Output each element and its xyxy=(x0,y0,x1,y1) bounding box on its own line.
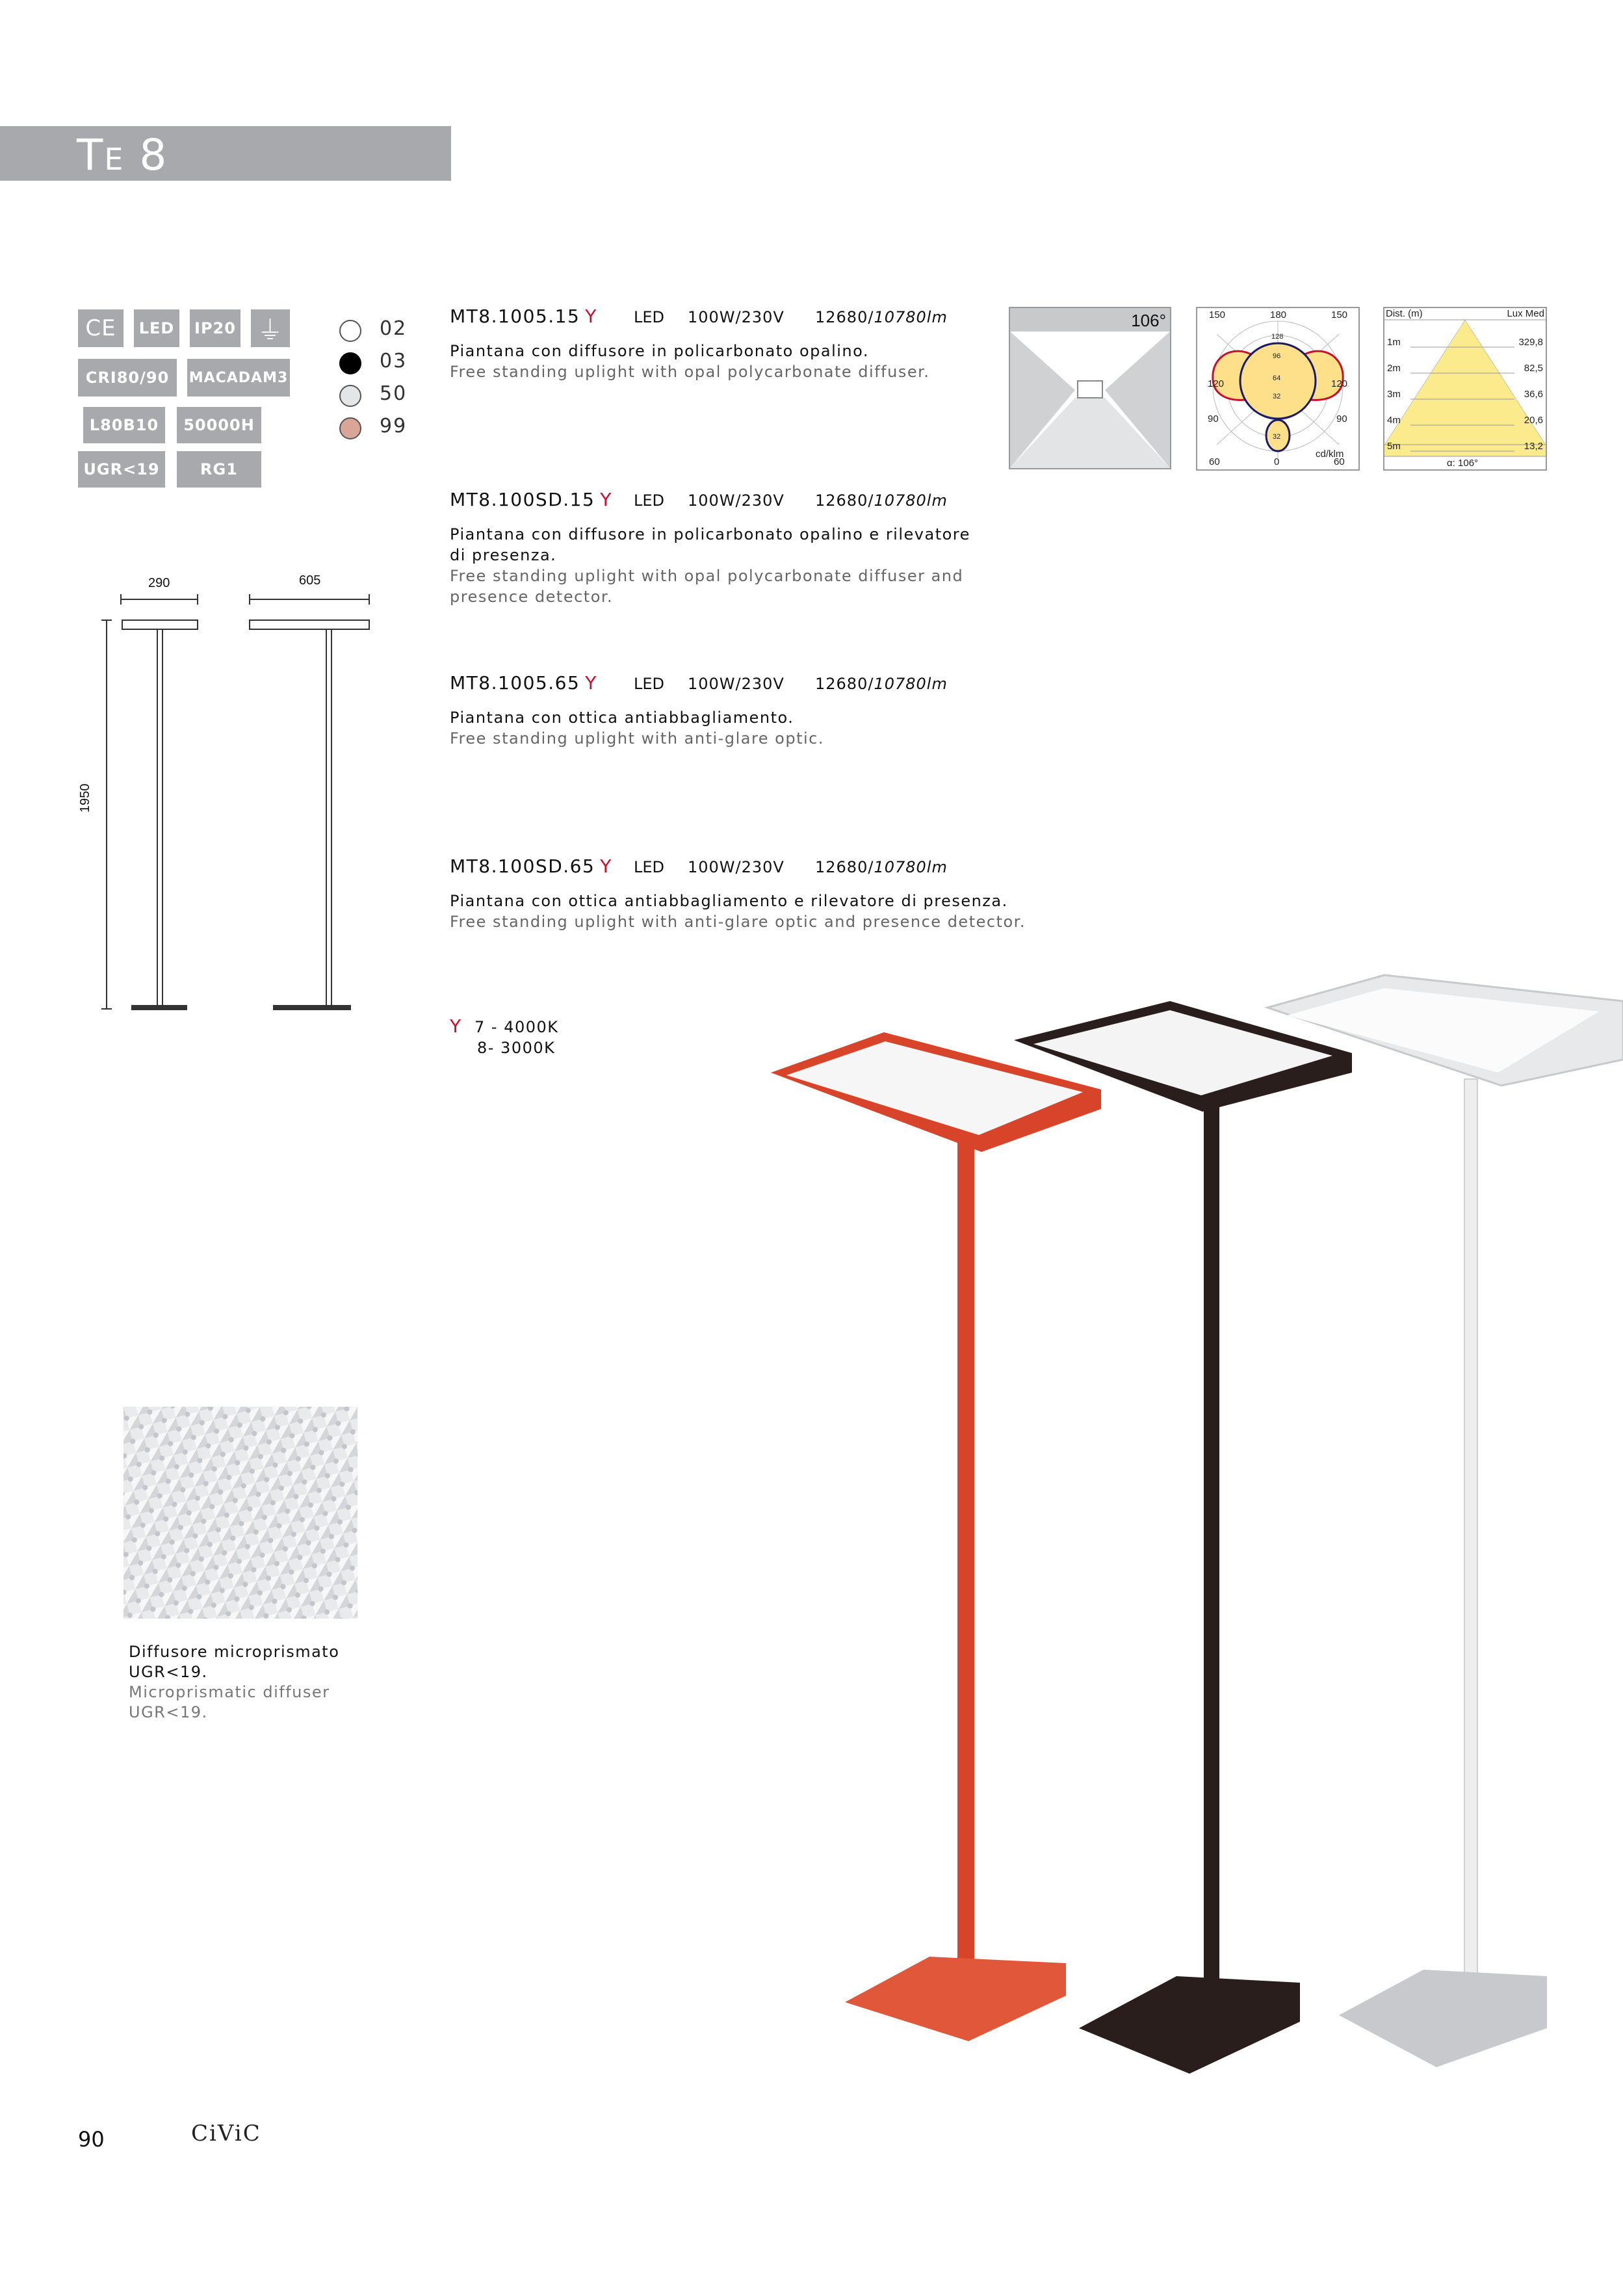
polar-label: 60 xyxy=(1334,456,1345,467)
finish-swatch-rose xyxy=(339,417,361,439)
diffuser-caption-en: UGR<19. xyxy=(129,1703,208,1721)
product-description-en: Free standing uplight with anti-glare optic. xyxy=(450,729,824,748)
lux-table-distance: 4m xyxy=(1387,415,1401,426)
l80b10-badge: L80B10 xyxy=(83,407,165,443)
lux-table-header: Dist. (m) xyxy=(1386,308,1423,319)
product-header-mt8-100sd-65: MT8.100SD.65 Y LED 100W/230V 12680/10780lm xyxy=(450,855,948,877)
civic-brand-logo: CiViC xyxy=(191,2120,261,2146)
lux-table-footer: α: 106° xyxy=(1447,458,1479,469)
product-description-en: Free standing uplight with anti-glare optic and presence detector. xyxy=(450,913,1026,931)
dimension-width-label: 290 xyxy=(148,576,170,590)
finish-code: 03 xyxy=(380,350,408,372)
product-description-it: Piantana con diffusore in policarbonato opalino. xyxy=(450,342,869,360)
white-floor-lamp xyxy=(1267,975,1623,2067)
product-description-en: presence detector. xyxy=(450,588,614,606)
polar-ring-label: 96 xyxy=(1273,352,1281,360)
polar-label: 150 xyxy=(1209,309,1226,320)
led-badge: LED xyxy=(134,309,179,347)
polar-ring-label: 32 xyxy=(1273,433,1281,441)
diffuser-caption-en: Microprismatic diffuser xyxy=(129,1683,330,1701)
finish-swatch-grey xyxy=(339,385,361,407)
rg1-badge: RG1 xyxy=(177,451,261,488)
header-band xyxy=(0,126,451,181)
beam-angle-diagram xyxy=(1009,307,1171,469)
cri-badge: CRI80/90 xyxy=(78,359,177,397)
illuminance-table xyxy=(1383,307,1547,471)
lux-table-value: 36,6 xyxy=(1524,389,1543,400)
earth-icon: ⏚ xyxy=(251,309,290,347)
polar-label: 90 xyxy=(1336,413,1347,424)
polar-label: 60 xyxy=(1209,456,1220,467)
product-description-it: Piantana con diffusore in policarbonato opalino e rilevatore xyxy=(450,525,970,543)
red-floor-lamp xyxy=(771,1032,1101,2041)
dimension-width-label: 605 xyxy=(299,573,321,588)
lux-table-distance: 2m xyxy=(1387,363,1401,374)
polar-diagram xyxy=(1196,307,1360,471)
lux-table-value: 82,5 xyxy=(1524,363,1543,374)
macadam-badge: MACADAM3 xyxy=(187,359,290,397)
diffuser-caption-it: Diffusore microprismato xyxy=(129,1643,340,1661)
product-description-it: Piantana con ottica antiabbagliamento. xyxy=(450,709,794,727)
lux-table-value: 329,8 xyxy=(1518,337,1543,348)
finish-code: 99 xyxy=(380,415,408,437)
polar-ring-label: 32 xyxy=(1273,393,1281,400)
lux-table-distance: 5m xyxy=(1387,441,1401,452)
lux-table-header: Lux Med xyxy=(1507,308,1544,319)
product-description-en: Free standing uplight with opal polycarbonate diffuser and xyxy=(450,567,964,585)
color-temp-option: 8- 3000K xyxy=(477,1039,556,1057)
dimension-drawing xyxy=(78,566,390,1021)
color-temp-marker: Y xyxy=(450,1015,461,1037)
finish-swatch-white xyxy=(339,320,361,342)
lux-table-value: 13,2 xyxy=(1524,441,1543,452)
page-title: TE 8 xyxy=(77,130,168,180)
polar-label: 150 xyxy=(1331,309,1348,320)
polar-unit-label: cd/klm xyxy=(1316,449,1344,460)
lux-table-distance: 3m xyxy=(1387,389,1401,400)
polar-ring-label: 128 xyxy=(1271,333,1284,341)
product-header-mt8-1005-15: MT8.1005.15 Y LED 100W/230V 12680/10780lm xyxy=(450,306,948,327)
polar-label: 120 xyxy=(1208,378,1225,389)
color-temp-option: 7 - 4000K xyxy=(474,1018,559,1036)
ugr-badge: UGR<19 xyxy=(78,451,165,488)
page-number: 90 xyxy=(78,2127,105,2152)
lux-table-value: 20,6 xyxy=(1524,415,1543,426)
finish-code: 50 xyxy=(380,382,408,405)
ce-mark-badge: CE xyxy=(78,309,123,347)
lifetime-hours-badge: 50000H xyxy=(177,407,261,443)
floor-lamps-product-photo xyxy=(734,962,1623,2093)
lux-table-distance: 1m xyxy=(1387,337,1401,348)
polar-label: 180 xyxy=(1270,309,1287,320)
product-description-en: Free standing uplight with opal polycarbonate diffuser. xyxy=(450,363,930,381)
polar-label: 90 xyxy=(1208,413,1219,424)
finish-swatch-black xyxy=(339,352,361,374)
product-header-mt8-1005-65: MT8.1005.65 Y LED 100W/230V 12680/10780lm xyxy=(450,672,948,694)
product-description-it: Piantana con ottica antiabbagliamento e rilevatore di presenza. xyxy=(450,892,1008,910)
dimension-height-label: 1950 xyxy=(78,783,92,813)
polar-ring-label: 64 xyxy=(1273,374,1281,382)
diffuser-caption-it: UGR<19. xyxy=(129,1663,208,1681)
finish-code: 02 xyxy=(380,317,408,340)
product-header-mt8-100sd-15: MT8.100SD.15 Y LED 100W/230V 12680/10780lm xyxy=(450,489,948,510)
microprismatic-diffuser-image xyxy=(123,1407,357,1619)
ip20-badge: IP20 xyxy=(190,309,240,347)
black-floor-lamp xyxy=(1014,1001,1352,2074)
beam-angle-label: 106° xyxy=(1131,311,1166,330)
polar-label: 120 xyxy=(1331,378,1348,389)
polar-label: 0 xyxy=(1274,456,1280,467)
product-description-it: di presenza. xyxy=(450,546,557,564)
